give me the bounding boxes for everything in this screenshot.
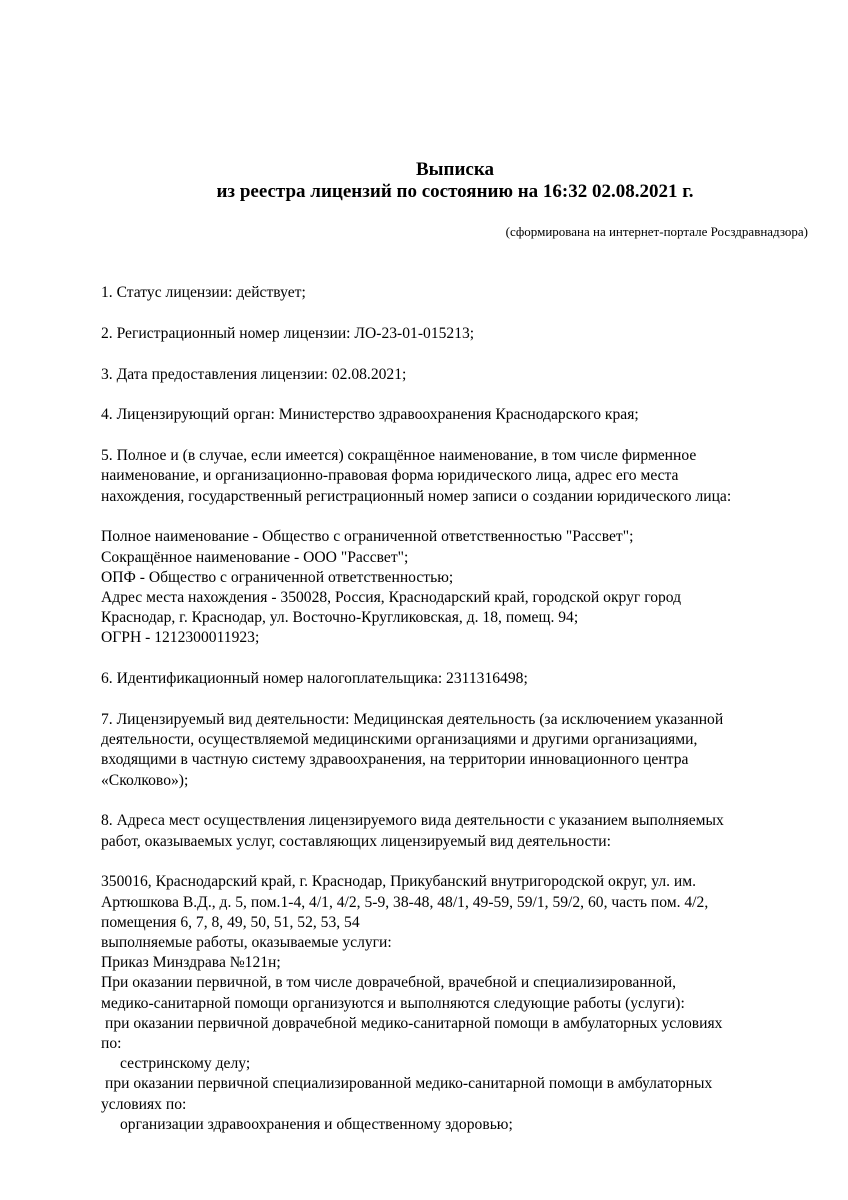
activity-type: [101, 710, 801, 791]
legal-form-line: ОПФ - Общество с ограниченной ответственностью;: [101, 568, 454, 586]
inn-line: 6. Идентификационный номер налогоплательщика: 2311316498;: [101, 670, 528, 688]
entity-heading: [101, 446, 801, 507]
source-note: (сформирована на интернет-портале Росздравнадзора): [505, 224, 808, 239]
text-line: помещения 6, 7, 8, 49, 50, 51, 52, 53, 54: [101, 913, 360, 931]
text-line: Артюшкова В.Д., д. 5, пом.1-4, 4/1, 4/2, 5-9, 38-48, 48/1, 49-59, 59/1, 59/2, 60, часть пом. 4/2,: [101, 893, 709, 911]
text-line: 7. Лицензируемый вид деятельности: Медицинская деятельность (за исключением указанной: [101, 711, 724, 728]
service-item: при оказании первичной доврачебной медико-санитарной помощи в амбулаторных условиях: [105, 1014, 723, 1032]
text-line: деятельности, осуществляемой медицинскими организациями и другими организациями,: [101, 731, 698, 749]
text-line: Приказ Минздрава №121н;: [101, 954, 281, 972]
text-line: входящими в частную систему здравоохранения, на территории инновационного центра: [101, 751, 689, 769]
full-name-line: Полное наименование - Общество с ограниченной ответственностью "Рассвет";: [101, 528, 634, 546]
services-list: [101, 1014, 801, 1135]
document-title: Выписка: [416, 159, 494, 180]
ogrn-line: ОГРН - 1212300011923;: [101, 629, 260, 647]
addresses-heading: [101, 811, 801, 851]
service-item: организации здравоохранения и общественному здоровью;: [120, 1115, 513, 1133]
text-line: нахождения, государственный регистрационный номер записи о создании юридического лица:: [101, 487, 732, 505]
short-name-line: Сокращённое наименование - ООО "Рассвет";: [101, 548, 409, 566]
license-issue-date: 3. Дата предоставления лицензии: 02.08.2021;: [101, 365, 407, 383]
entity-details: [101, 527, 801, 648]
service-item: по:: [101, 1035, 122, 1053]
text-line: При оказании первичной, в том числе доврачебной, врачебной и специализированной,: [101, 974, 677, 992]
text-line: 5. Полное и (в случае, если имеется) сокращённое наименование, в том числе фирменное: [101, 447, 697, 465]
text-line: выполняемые работы, оказываемые услуги:: [101, 934, 392, 952]
address-line: Краснодар, г. Краснодар, ул. Восточно-Кругликовская, д. 18, помещ. 94;: [101, 609, 579, 627]
address-line: Адрес места нахождения - 350028, Россия, Краснодарский край, городской округ город: [101, 589, 682, 606]
document-subtitle: из реестра лицензий по состоянию на 16:32 02.08.2021 г.: [216, 181, 694, 202]
service-item: сестринскому делу;: [120, 1055, 251, 1073]
license-status: 1. Статус лицензии: действует;: [101, 284, 306, 301]
text-line: 8. Адреса мест осуществления лицензируемого вида деятельности с указанием выполняемых: [101, 812, 724, 830]
licensing-authority: 4. Лицензирующий орган: Министерство здравоохранения Краснодарского края;: [101, 406, 639, 424]
service-item: условиях по:: [101, 1095, 187, 1113]
service-item: при оказании первичной специализированной медико-санитарной помощи в амбулаторных: [105, 1075, 713, 1093]
text-line: «Сколково»);: [101, 771, 189, 789]
text-line: 350016, Краснодарский край, г. Краснодар, Прикубанский внутригородской округ, ул. им.: [101, 873, 697, 891]
text-line: медико-санитарной помощи организуются и выполняются следующие работы (услуги):: [101, 994, 685, 1012]
activity-address: [101, 872, 801, 1013]
document-body: [101, 283, 801, 1135]
text-line: работ, оказываемых услуг, составляющих лицензируемый вид деятельности:: [101, 832, 611, 850]
text-line: наименование, и организационно-правовая форма юридического лица, адрес его места: [101, 467, 679, 485]
license-reg-number: 2. Регистрационный номер лицензии: ЛО-23-01-015213;: [101, 324, 475, 342]
